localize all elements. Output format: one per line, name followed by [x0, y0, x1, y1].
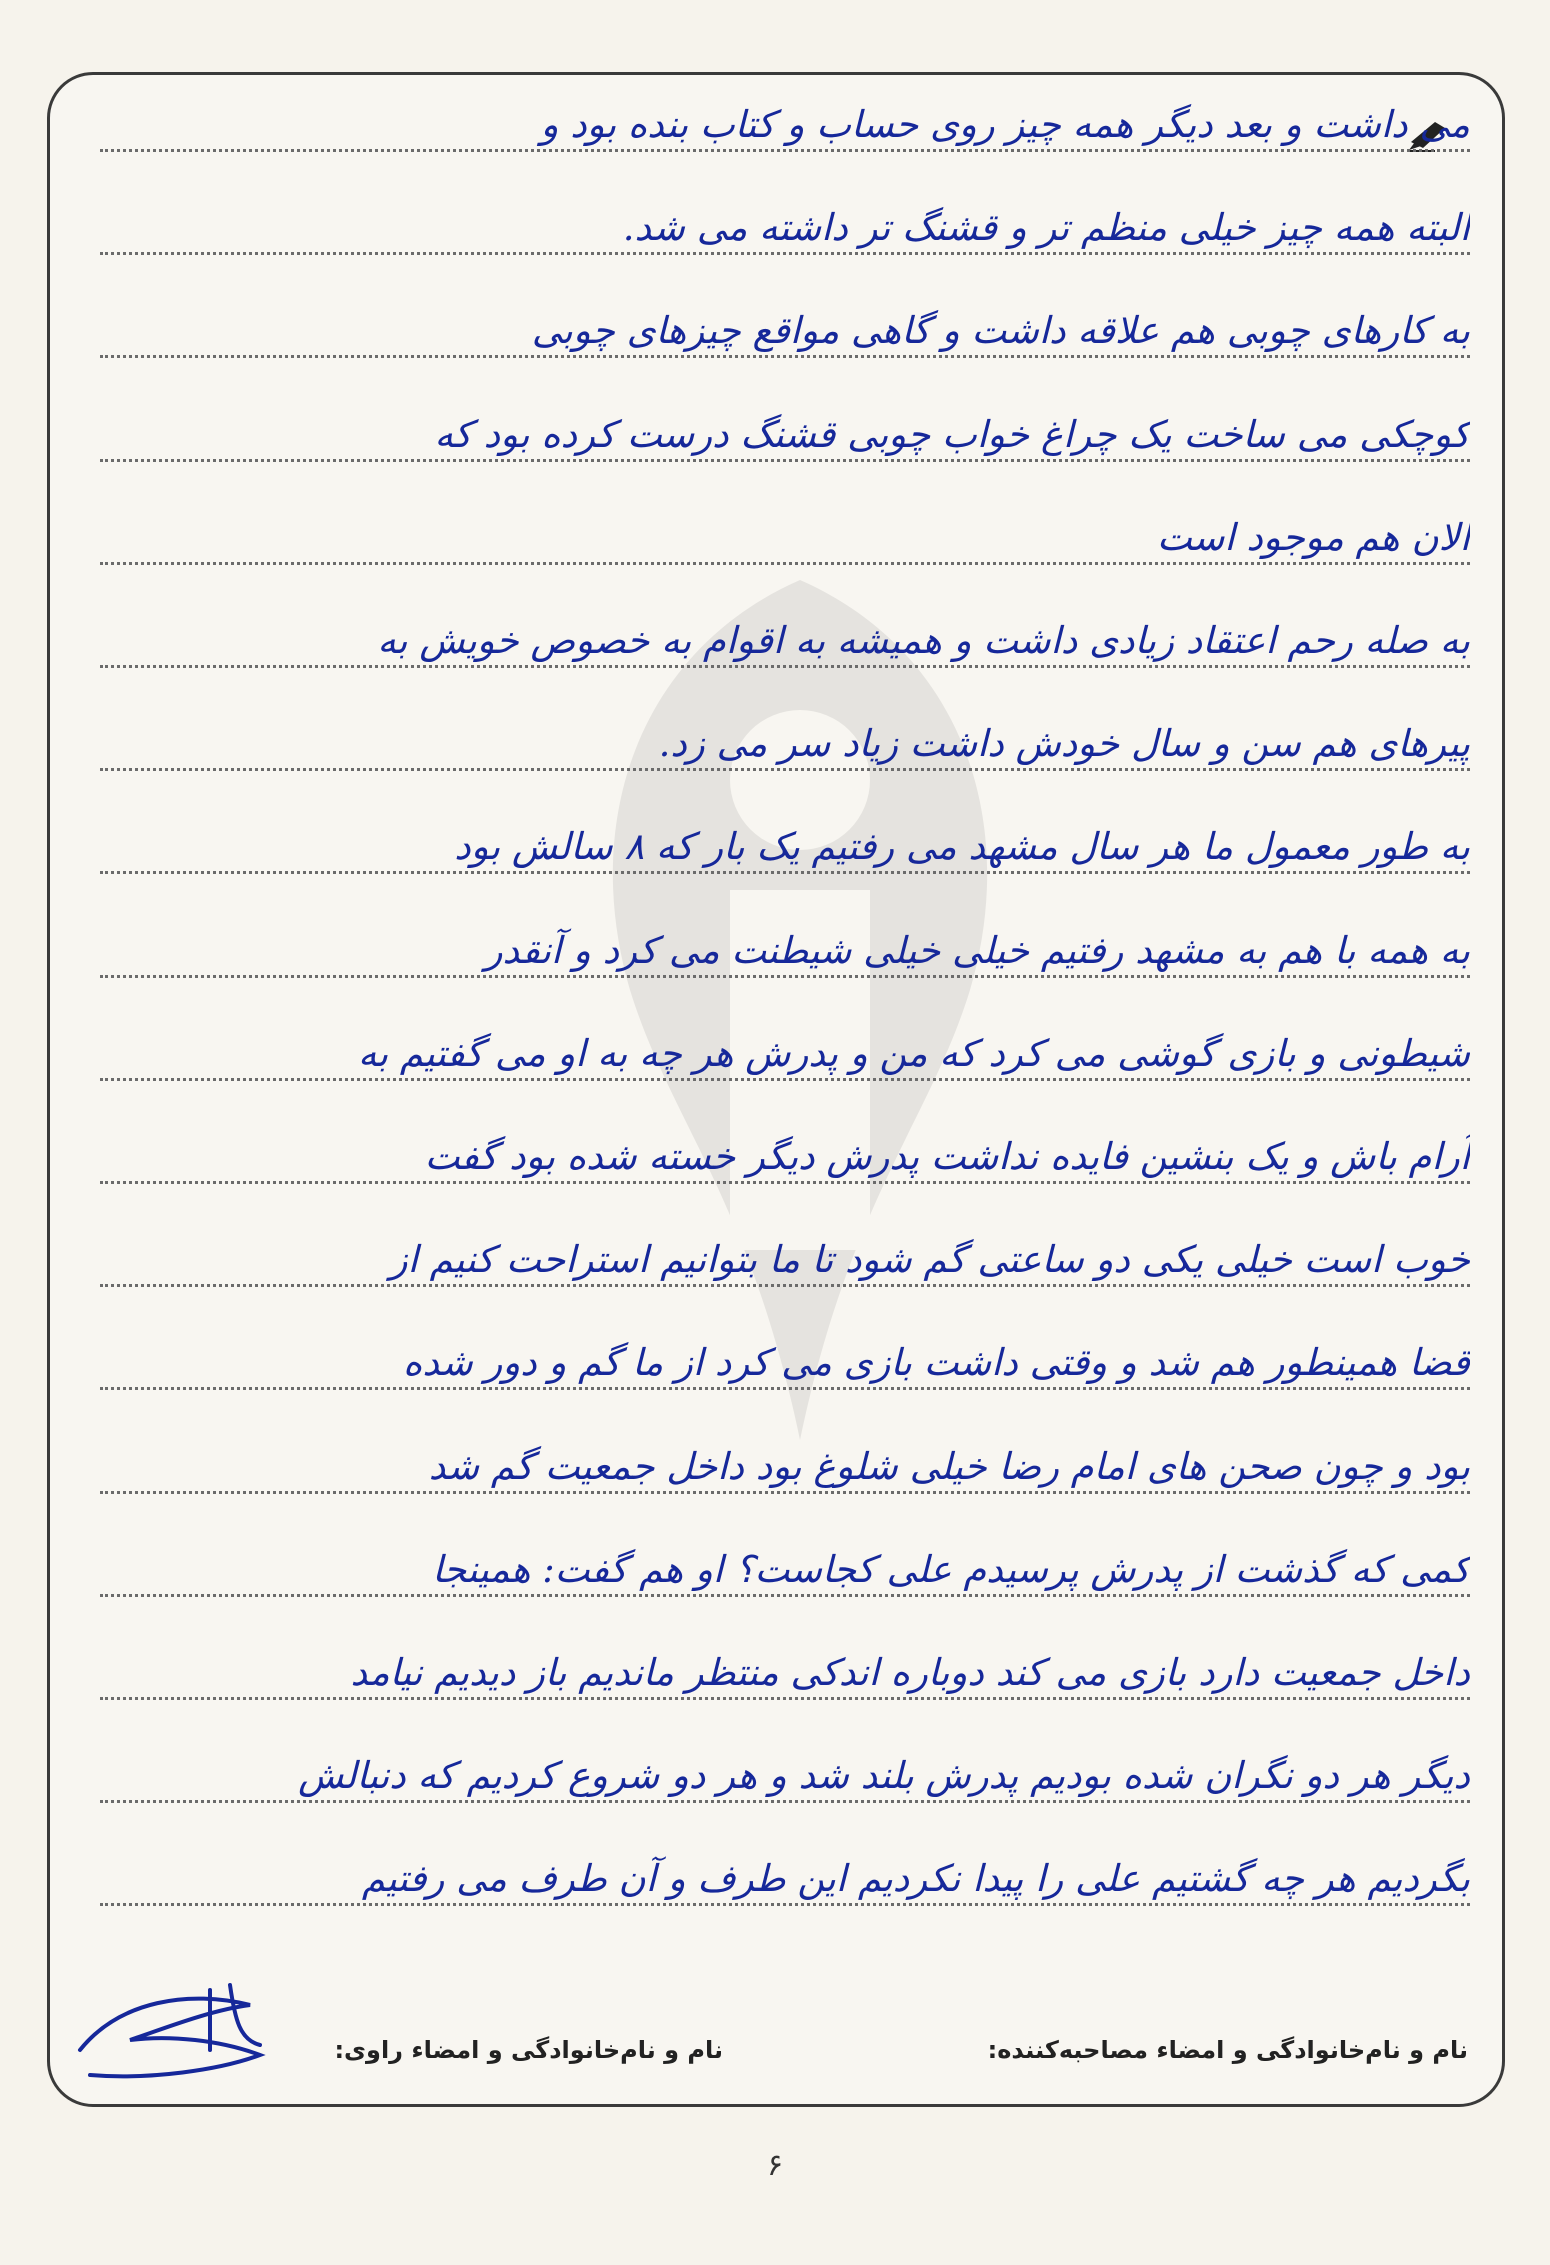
text-line — [100, 1021, 1470, 1081]
text-line — [100, 1434, 1470, 1494]
handwritten-text: به صله رحم اعتقاد زیادی داشت و همیشه به اقوام به خصوص خویش به — [377, 619, 1470, 662]
text-line — [100, 1124, 1470, 1184]
text-line — [100, 195, 1470, 255]
ruled-line — [100, 871, 1470, 874]
handwritten-text: بود و چون صحن های امام رضا خیلی شلوغ بود داخل جمعیت گم شد — [428, 1444, 1470, 1488]
ruled-line — [100, 355, 1470, 358]
signature-mark — [60, 1960, 300, 2100]
narrator-signature-label: نام و نام‌خانوادگی و امضاء راوی: — [334, 2036, 723, 2064]
handwritten-text: داخل جمعیت دارد بازی می کند دوباره اندکی منتظر ماندیم باز دیدیم نیامد — [350, 1651, 1470, 1694]
text-line — [100, 1537, 1470, 1597]
ruled-line — [100, 1181, 1470, 1184]
handwritten-text: پیرهای هم سن و سال خودش داشت زیاد سر می زد. — [658, 722, 1470, 766]
handwritten-text: به کارهای چوبی هم علاقه داشت و گاهی مواقع چیزهای چوبی — [531, 309, 1470, 353]
text-line — [100, 918, 1470, 978]
text-line — [100, 92, 1470, 152]
handwritten-text: کوچکی می ساخت یک چراغ خواب چوبی قشنگ درست کرده بود که — [434, 412, 1470, 456]
text-line — [100, 298, 1470, 358]
handwritten-text: بگردیم هر چه گشتیم علی را پیدا نکردیم این طرف و آن طرف می رفتیم — [361, 1857, 1470, 1901]
ruled-line — [100, 768, 1470, 771]
ruled-line — [100, 1284, 1470, 1287]
ruled-line — [100, 252, 1470, 255]
text-line — [100, 608, 1470, 668]
ruled-line — [100, 459, 1470, 462]
text-line — [100, 814, 1470, 874]
handwritten-text: شیطونی و بازی گوشی می کرد که من و پدرش هر چه به او می گفتیم به — [357, 1031, 1470, 1075]
handwritten-text: می داشت و بعد دیگر همه چیز روی حساب و کتاب بنده بود و — [540, 103, 1470, 146]
ruled-line — [100, 1903, 1470, 1906]
ruled-line — [100, 1594, 1470, 1597]
handwritten-text: قضا همینطور هم شد و وقتی داشت بازی می کرد از ما گم و دور شده — [402, 1341, 1470, 1385]
handwritten-text: الان هم موجود است — [1157, 515, 1470, 559]
ruled-line — [100, 1078, 1470, 1081]
text-line — [100, 711, 1470, 771]
handwritten-text: به همه با هم به مشهد رفتیم خیلی خیلی شیطنت می کرد و آنقدر — [484, 928, 1470, 972]
handwritten-text: البته همه چیز خیلی منظم تر و قشنگ تر داشته می شد. — [622, 206, 1470, 250]
text-line — [100, 1227, 1470, 1287]
ruled-line — [100, 665, 1470, 668]
signature-labels — [218, 2036, 1468, 2076]
handwritten-text: دیگر هر دو نگران شده بودیم پدرش بلند شد و هر دو شروع کردیم که دنبالش — [298, 1754, 1470, 1798]
interviewer-signature-label: نام و نام‌خانوادگی و امضاء مصاحبه‌کننده: — [987, 2036, 1468, 2064]
text-line — [100, 505, 1470, 565]
handwritten-text: خوب است خیلی یکی دو ساعتی گم شود تا ما بتوانیم استراحت کنیم از — [389, 1238, 1470, 1282]
text-line — [100, 1330, 1470, 1390]
text-line — [100, 1640, 1470, 1700]
ruled-line — [100, 1491, 1470, 1494]
ruled-line — [100, 1800, 1470, 1803]
ruled-line — [100, 1387, 1470, 1390]
watermark-emblem — [520, 560, 1080, 1460]
text-line — [100, 1846, 1470, 1906]
text-line — [100, 1743, 1470, 1803]
handwritten-text: آرام باش و یک بنشین فایده نداشت پدرش دیگر خسته شده بود گفت — [424, 1135, 1470, 1178]
ruled-line — [100, 1697, 1470, 1700]
ruled-line — [100, 975, 1470, 978]
handwritten-text: کمی که گذشت از پدرش پرسیدم علی کجاست؟ او هم گفت: همینجا — [432, 1547, 1470, 1591]
page-number: ۶ — [766, 2148, 784, 2183]
ruled-line — [100, 562, 1470, 565]
text-line — [100, 402, 1470, 462]
handwritten-text: به طور معمول ما هر سال مشهد می رفتیم یک بار که ۸ سالش بود — [454, 825, 1470, 869]
ruled-line — [100, 149, 1470, 152]
